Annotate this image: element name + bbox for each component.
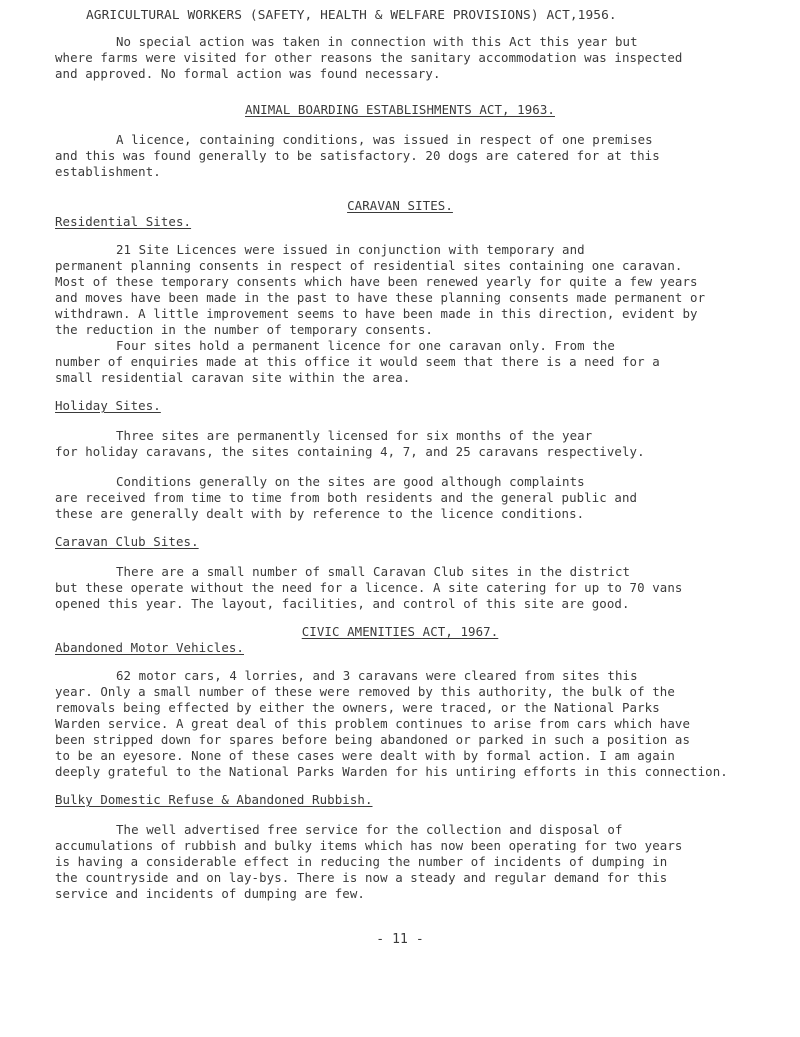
paragraph-line: Three sites are permanently licensed for six months of the year [116, 428, 593, 443]
paragraph-line: year. Only a small number of these were removed by this authority, the bulk of the [55, 684, 675, 699]
paragraph-line: There are a small number of small Caravan Club sites in the district [116, 564, 631, 579]
paragraph-line: 62 motor cars, 4 lorries, and 3 caravans were cleared from sites this [116, 668, 638, 683]
paragraph-line: to be an eyesore. None of these cases were dealt with by formal action. I am again [55, 748, 675, 763]
subheading-holiday-sites: Holiday Sites. [55, 398, 161, 413]
paragraph-line: is having a considerable effect in reducing the number of incidents of dumping in [55, 854, 668, 869]
paragraph-line: Four sites hold a permanent licence for one caravan only. From the [116, 338, 615, 353]
paragraph-line: No special action was taken in connection with this Act this year but [116, 34, 638, 49]
paragraph-line: and approved. No formal action was found necessary. [55, 66, 441, 81]
paragraph-line: been stripped down for spares before being abandoned or parked in such a position as [55, 732, 691, 747]
paragraph-line: accumulations of rubbish and bulky items which has now been operating for two years [55, 838, 683, 853]
paragraph-line: opened this year. The layout, facilities, and control of this site are good. [55, 596, 630, 611]
act-title: AGRICULTURAL WORKERS (SAFETY, HEALTH & WELFARE PROVISIONS) ACT,1956. [86, 8, 617, 23]
section-heading-civic-amenities: CIVIC AMENITIES ACT, 1967. [301, 624, 499, 639]
paragraph-line: The well advertised free service for the collection and disposal of [116, 822, 623, 837]
subheading-caravan-club-sites: Caravan Club Sites. [55, 534, 199, 549]
paragraph-line: these are generally dealt with by reference to the licence conditions. [55, 506, 585, 521]
section-heading-caravan-sites: CARAVAN SITES. [347, 198, 453, 213]
paragraph-line: permanent planning consents in respect of residential sites containing one caravan. [55, 258, 683, 273]
paragraph-line: establishment. [55, 164, 161, 179]
section-heading-animal-boarding: ANIMAL BOARDING ESTABLISHMENTS ACT, 1963. [245, 102, 555, 117]
subheading-residential-sites: Residential Sites. [55, 214, 192, 229]
paragraph-line: the reduction in the number of temporary consents. [55, 322, 433, 337]
paragraph-line: Warden service. A great deal of this problem continues to arise from cars which have [55, 716, 691, 731]
paragraph-line: Most of these temporary consents which have been renewed yearly for quite a few years [55, 274, 698, 289]
paragraph-line: A licence, containing conditions, was issued in respect of one premises [116, 132, 653, 147]
paragraph-line: 21 Site Licences were issued in conjunction with temporary and [116, 242, 585, 257]
paragraph-line: deeply grateful to the National Parks Warden for his untiring efforts in this connection. [55, 764, 728, 779]
paragraph-line: the countryside and on lay-bys. There is now a steady and regular demand for this [55, 870, 668, 885]
paragraph-line: and this was found generally to be satisfactory. 20 dogs are catered for at this [55, 148, 660, 163]
paragraph-line: withdrawn. A little improvement seems to have been made in this direction, evident by [55, 306, 698, 321]
page-number: - 11 - [376, 932, 424, 947]
paragraph-line: removals being effected by either the owners, were traced, or the National Parks [55, 700, 660, 715]
subheading-bulky-domestic-refuse: Bulky Domestic Refuse & Abandoned Rubbish. [55, 792, 373, 807]
paragraph-line: Conditions generally on the sites are good although complaints [116, 474, 585, 489]
paragraph-line: service and incidents of dumping are few. [55, 886, 365, 901]
subheading-abandoned-motor-vehicles: Abandoned Motor Vehicles. [55, 640, 244, 655]
paragraph-line: and moves have been made in the past to have these planning consents made permanent or [55, 290, 706, 305]
paragraph-line: but these operate without the need for a licence. A site catering for up to 70 vans [55, 580, 683, 595]
paragraph-line: where farms were visited for other reasons the sanitary accommodation was inspected [55, 50, 683, 65]
paragraph-line: for holiday caravans, the sites containing 4, 7, and 25 caravans respectively. [55, 444, 645, 459]
paragraph-line: are received from time to time from both residents and the general public and [55, 490, 638, 505]
paragraph-line: small residential caravan site within the area. [55, 370, 411, 385]
paragraph-line: number of enquiries made at this office it would seem that there is a need for a [55, 354, 660, 369]
